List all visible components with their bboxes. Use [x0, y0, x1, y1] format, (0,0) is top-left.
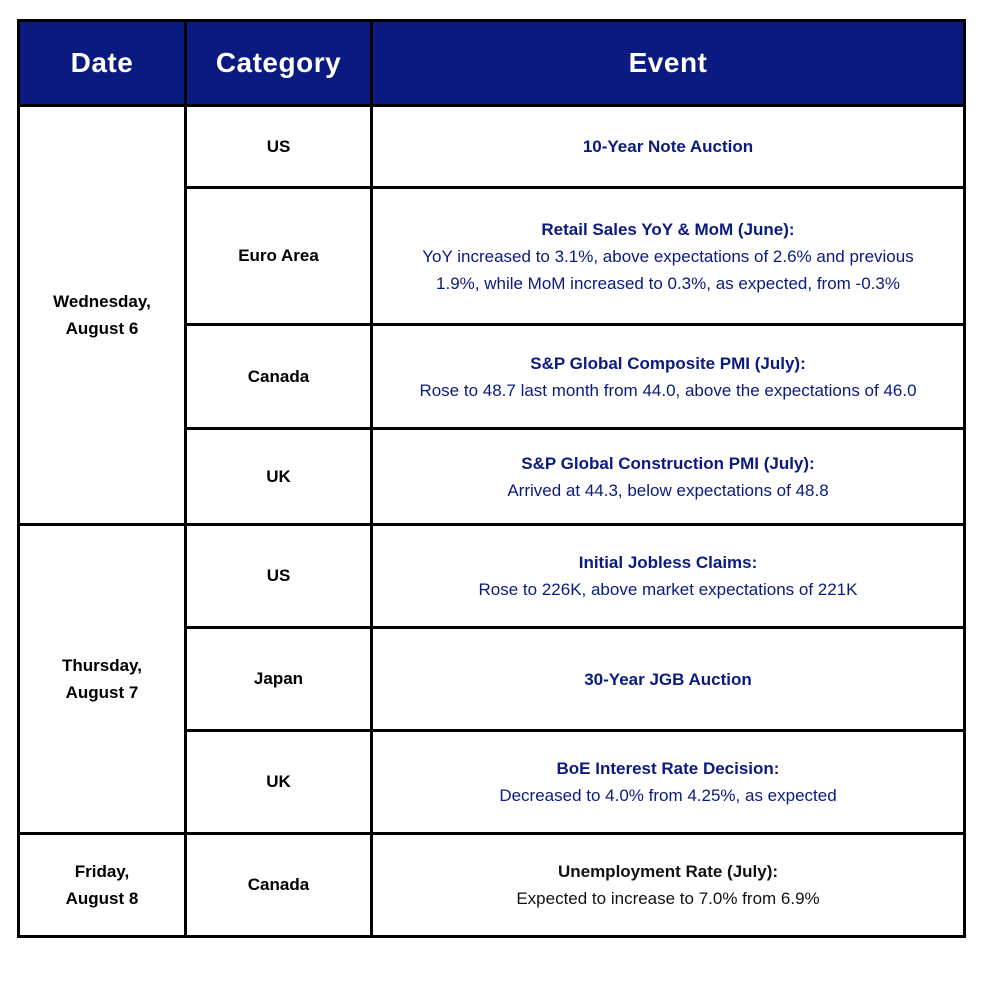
date-column-header: Date — [19, 21, 186, 106]
event-title: S&P Global Construction PMI (July): — [521, 453, 815, 473]
category-cell: US — [186, 106, 372, 188]
category-cell: Canada — [186, 834, 372, 937]
event-title: Initial Jobless Claims: — [578, 553, 758, 572]
event-cell — [372, 325, 965, 429]
category-cell: Japan — [186, 628, 372, 731]
event-title: BoE Interest Rate Decision: — [556, 759, 780, 778]
category-cell: UK — [186, 429, 372, 525]
economic-calendar-table — [17, 19, 966, 938]
date-day: Friday, — [74, 862, 130, 881]
category-cell: US — [186, 525, 372, 628]
date-day: Wednesday, — [53, 292, 151, 311]
date-cell-friday — [19, 834, 186, 937]
category-cell: Euro Area — [186, 188, 372, 325]
table-row — [19, 834, 965, 937]
event-description: Arrived at 44.3, below expectations of 48.8 — [507, 480, 829, 500]
date-month: August 8 — [65, 889, 139, 908]
event-description: Rose to 48.7 last month from 44.0, above the expectations of 46.0 — [419, 380, 917, 400]
event-title: Retail Sales YoY & MoM (June): — [541, 219, 795, 239]
category-cell: Canada — [186, 325, 372, 429]
date-month: August 6 — [65, 319, 139, 338]
date-month: August 7 — [65, 683, 139, 702]
event-cell — [372, 628, 965, 731]
event-cell — [372, 188, 965, 325]
event-description: Decreased to 4.0% from 4.25%, as expected — [499, 786, 837, 805]
category-cell: UK — [186, 731, 372, 834]
event-description: YoY increased to 3.1%, above expectations of 2.6% and previous 1.9%, while MoM increased to 0.3%, as expected, from -0.3% — [422, 246, 914, 293]
table-row — [19, 525, 965, 628]
event-title: Unemployment Rate (July): — [557, 862, 779, 881]
date-cell-thursday — [19, 525, 186, 834]
date-cell-wednesday — [19, 106, 186, 525]
event-title: 10-Year Note Auction — [582, 137, 754, 156]
category-column-header: Category — [186, 21, 372, 106]
event-description: Rose to 226K, above market expectations of 221K — [478, 580, 858, 599]
event-description: Expected to increase to 7.0% from 6.9% — [516, 889, 820, 908]
event-title: 30-Year JGB Auction — [584, 669, 752, 689]
event-cell — [372, 429, 965, 525]
table-row — [19, 106, 965, 188]
event-cell — [372, 525, 965, 628]
event-cell — [372, 834, 965, 937]
event-title: S&P Global Composite PMI (July): — [530, 353, 806, 373]
event-cell — [372, 106, 965, 188]
event-cell — [372, 731, 965, 834]
event-column-header: Event — [372, 21, 965, 106]
date-day: Thursday, — [62, 656, 142, 675]
header-row — [19, 21, 965, 106]
